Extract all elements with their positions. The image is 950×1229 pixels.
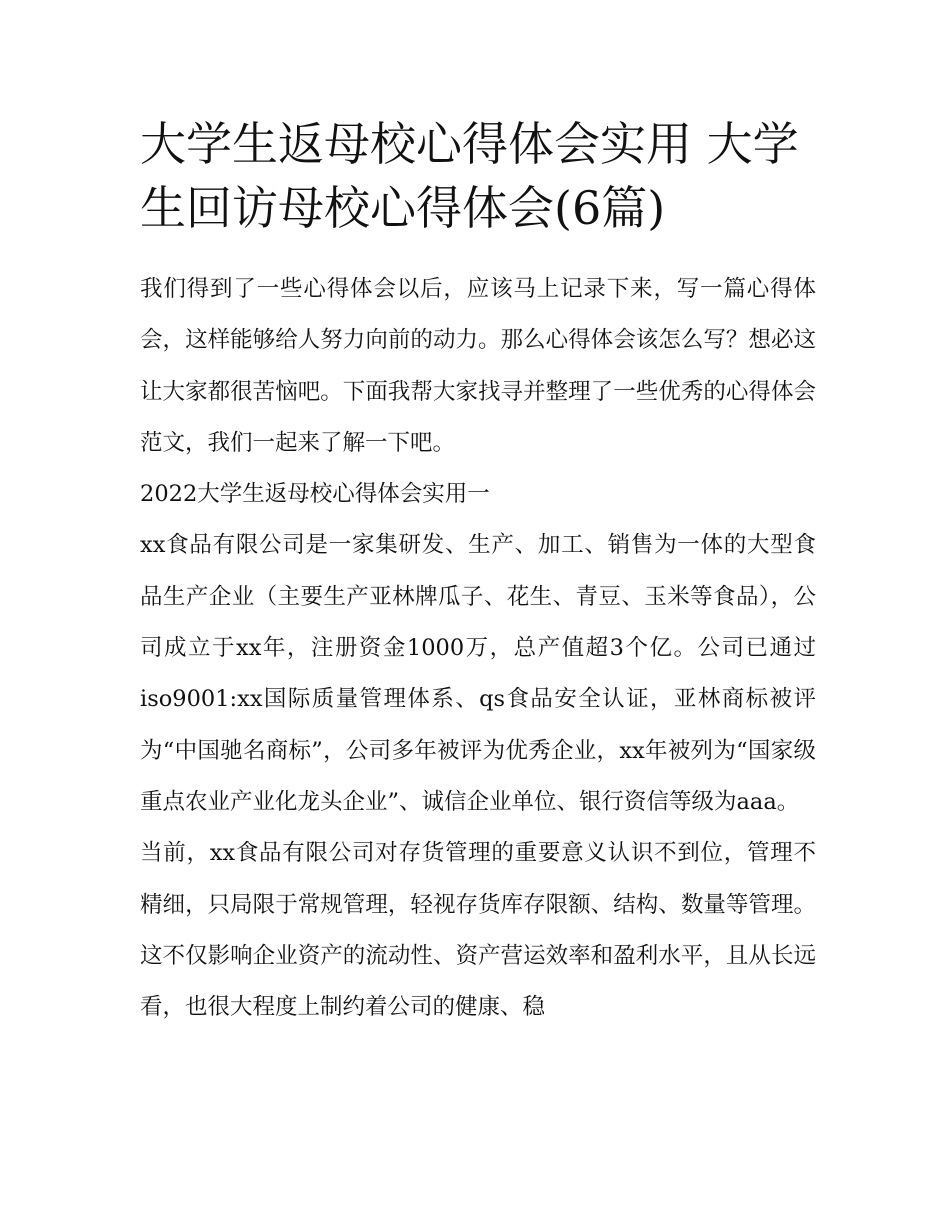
section-heading: 2022大学生返母校心得体会实用一 [140,481,490,508]
document-body [140,264,816,1033]
intro-paragraph: 我们得到了一些心得体会以后，应该马上记录下来，写一篇心得体会，这样能够给人努力向前的动力。那么心得体会该怎么写？想必这让大家都很苦恼吧。下面我帮大家找寻并整理了一些优秀的心得体会范文，我们一起来了解一下吧。 [140,276,816,456]
document-title: 大学生返母校心得体会实用 大学生回访母校心得体会(6篇) [140,117,799,235]
document-page [140,112,816,1033]
company-paragraph: xx食品有限公司是一家集研发、生产、加工、销售为一体的大型食品生产企业（主要生产亚林牌瓜子、花生、青豆、玉米等食品），公司成立于xx年，注册资金1000万，总产值超3个亿。公司已通过iso9001:xx国际质量管理体系、qs食品安全认证，亚林商标被评为“中国驰名商标”，公司多年被评为优秀企业，xx年被列为“国家级重点农业产业化龙头企业”、诚信企业单位、银行资信等级为aaa。 [140,532,816,815]
inventory-paragraph: 当前，xx食品有限公司对存货管理的重要意义认识不到位，管理不精细，只局限于常规管理，轻视存货库存限额、结构、数量等管理。这不仅影响企业资产的流动性、资产营运效率和盈利水平，且从长远看，也很大程度上制约着公司的健康、稳 [140,840,816,1021]
